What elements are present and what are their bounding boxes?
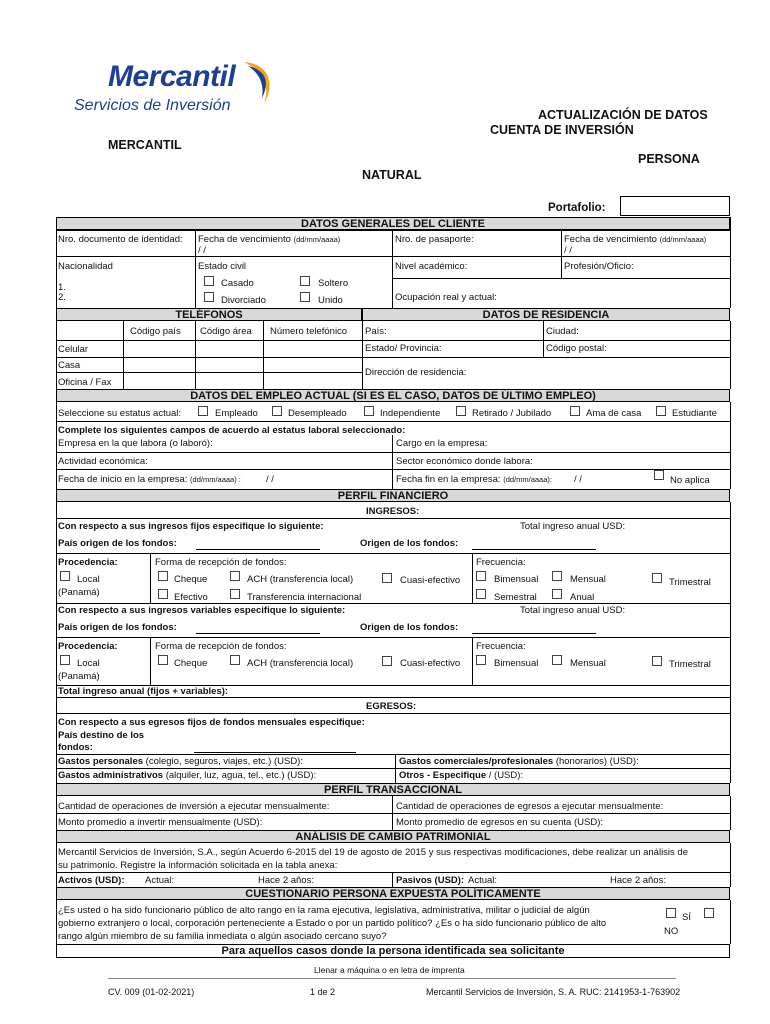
gastos-personales-text: (colegio, seguros, viajes, etc.) (USD): bbox=[143, 756, 303, 767]
section-datos-generales: DATOS GENERALES DEL CLIENTE bbox=[56, 217, 730, 230]
pais-destino-label-2: fondos: bbox=[58, 742, 93, 753]
fecha-fin-fmt: (dd/mm/aaaa): bbox=[503, 475, 552, 484]
gastos-comerciales bbox=[399, 756, 639, 767]
form-title-2: CUENTA DE INVERSIÓN bbox=[490, 123, 634, 137]
pais-origen-variables: País origen de los fondos: bbox=[58, 622, 177, 633]
cantidad-egresos: Cantidad de operaciones de egresos a ejecutar mensualmente: bbox=[396, 801, 664, 812]
cheque-variables-checkbox[interactable] bbox=[158, 655, 168, 665]
ocupacion-label: Ocupación real y actual: bbox=[395, 292, 497, 303]
form-title-1: ACTUALIZACIÓN DE DATOS bbox=[538, 108, 708, 122]
ach-fijos-label: ACH (transferencia local) bbox=[247, 574, 354, 585]
nacionalidad-label: Nacionalidad bbox=[58, 261, 113, 272]
semestral-fijos-label: Semestral bbox=[494, 592, 537, 603]
pep-si-checkbox[interactable] bbox=[666, 908, 676, 918]
soltero-label: Soltero bbox=[318, 278, 349, 289]
complete-instruction: Complete los siguientes campos de acuerdo al estatus laboral seleccionado: bbox=[58, 425, 406, 436]
total-ingreso-anual: Total ingreso anual (fijos + variables): bbox=[58, 686, 229, 697]
actividad-label: Actividad económica: bbox=[58, 456, 148, 467]
nacionalidad-2: 2. bbox=[58, 292, 66, 303]
retirado-checkbox[interactable] bbox=[456, 406, 466, 416]
anual-fijos-label: Anual bbox=[570, 592, 595, 603]
pep-question-3: rango algún miembro de su familia inmediata o algún asociado cercano suyo? bbox=[58, 931, 387, 942]
fecha-inicio-text: Fecha de inicio en la empresa: bbox=[58, 474, 188, 485]
cuasi-variables-label: Cuasi-efectivo bbox=[400, 658, 461, 669]
local-fijos-checkbox[interactable] bbox=[60, 571, 70, 581]
ingresos-fijos-heading: Con respecto a sus ingresos fijos especifique lo siguiente: bbox=[58, 521, 324, 532]
estatus-label: Seleccione su estatus actual: bbox=[58, 408, 182, 419]
pep-question-1: ¿Es usted o ha sido funcionario público de alto rango en la rama ejecutiva, legislativa, administrativa, militar o judicial de algún bbox=[58, 905, 590, 916]
header-mercantil: MERCANTIL bbox=[108, 138, 182, 152]
codigo-pais-header: Código país bbox=[130, 326, 181, 337]
pasivos-actual: Actual: bbox=[468, 875, 498, 886]
total-usd-variables: Total ingreso anual USD: bbox=[520, 605, 626, 616]
trimestral-variables-label: Trimestral bbox=[669, 659, 711, 670]
otros-especifique bbox=[399, 770, 523, 781]
cuasi-variables-checkbox[interactable] bbox=[382, 656, 392, 666]
nivel-academico-label: Nivel académico: bbox=[395, 261, 468, 272]
cheque-fijos-label: Cheque bbox=[174, 574, 208, 585]
ingresos-variables-heading: Con respecto a sus ingresos variables especifique lo siguiente: bbox=[58, 605, 346, 616]
profesion-label: Profesión/Oficio: bbox=[564, 261, 634, 272]
no-aplica-checkbox[interactable] bbox=[654, 470, 664, 480]
section-pep: CUESTIONARIO PERSONA EXPUESTA POLÍTICAMENTE bbox=[56, 887, 730, 900]
estudiante-checkbox[interactable] bbox=[656, 406, 666, 416]
empresa-label: Empresa en la que labora (o laboró): bbox=[58, 438, 213, 449]
panama-variables-label: (Panamá) bbox=[58, 671, 100, 682]
egresos-fijos-heading: Con respecto a sus egresos fijos de fondos mensuales especifique: bbox=[58, 717, 365, 728]
footer-cv: CV. 009 (01-02-2021) bbox=[108, 987, 195, 997]
fecha-fin-label bbox=[396, 474, 552, 485]
anual-fijos-checkbox[interactable] bbox=[552, 589, 562, 599]
fecha-venc-slashes: / / bbox=[198, 245, 206, 256]
bimensual-variables-label: Bimensual bbox=[494, 658, 539, 669]
fecha-fin-text: Fecha fin en la empresa: bbox=[396, 474, 501, 485]
cuasi-fijos-label: Cuasi-efectivo bbox=[400, 575, 461, 586]
cantidad-inversion: Cantidad de operaciones de inversión a ejecutar mensualmente: bbox=[58, 801, 330, 812]
pais-label: País: bbox=[365, 326, 387, 337]
independiente-checkbox[interactable] bbox=[364, 406, 374, 416]
efectivo-fijos-checkbox[interactable] bbox=[158, 589, 168, 599]
unido-label: Unido bbox=[318, 295, 343, 306]
mensual-variables-checkbox[interactable] bbox=[552, 655, 562, 665]
ama-de-casa-checkbox[interactable] bbox=[570, 406, 580, 416]
fecha-inicio-slashes: / / bbox=[266, 474, 274, 485]
header-persona: PERSONA bbox=[638, 152, 700, 166]
logo-wordmark: Mercantil bbox=[108, 60, 236, 93]
semestral-fijos-checkbox[interactable] bbox=[476, 589, 486, 599]
section-analisis-patrimonial: ANÁLISIS DE CAMBIO PATRIMONIAL bbox=[56, 830, 730, 843]
casado-checkbox[interactable] bbox=[204, 276, 214, 286]
pasaporte-label: Nro. de pasaporte: bbox=[395, 234, 474, 245]
pep-si-label: SÍ bbox=[682, 912, 691, 923]
otros-text: / (USD): bbox=[486, 770, 524, 781]
fecha-inicio-label bbox=[58, 474, 241, 485]
celular-label: Celular bbox=[58, 344, 89, 355]
ciudad-label: Ciudad: bbox=[546, 326, 579, 337]
procedencia-fijos: Procedencia: bbox=[58, 557, 118, 568]
cargo-label: Cargo en la empresa: bbox=[396, 438, 488, 449]
patrimonial-text-2: su patrimonio. Registre la información solicitada en la tabla anexa: bbox=[58, 860, 338, 871]
section-telefonos: TELÉFONOS bbox=[56, 308, 362, 321]
footer-ruc: Mercantil Servicios de Inversión, S. A. RUC: 2141953-1-763902 bbox=[426, 987, 681, 997]
activos-label: Activos (USD): bbox=[58, 875, 125, 886]
local-fijos-label: Local bbox=[77, 574, 100, 585]
independiente-label: Independiente bbox=[380, 408, 441, 419]
pais-destino-label-1: País destino de los bbox=[58, 730, 145, 741]
transf-fijos-label: Transferencia internacional bbox=[247, 592, 362, 603]
pasivos-hace: Hace 2 años: bbox=[610, 875, 666, 886]
header-natural: NATURAL bbox=[362, 168, 422, 182]
fecha-venc-text: Fecha de vencimiento bbox=[198, 234, 291, 245]
pasivos-label: Pasivos (USD): bbox=[396, 875, 465, 886]
local-variables-label: Local bbox=[77, 658, 100, 669]
divorciado-label: Divorciado bbox=[221, 295, 266, 306]
pep-no-checkbox[interactable] bbox=[704, 908, 714, 918]
retirado-label: Retirado / Jubilado bbox=[472, 408, 552, 419]
footer-page: 1 de 2 bbox=[310, 987, 336, 997]
monto-egresos: Monto promedio de egresos en su cuenta (USD): bbox=[396, 817, 603, 828]
activos-actual: Actual: bbox=[145, 875, 175, 886]
logo-swoosh-icon bbox=[238, 60, 278, 106]
pep-footer-note: Para aquellos casos donde la persona identificada sea solicitante bbox=[56, 944, 730, 958]
gastos-admin-text: (alquiler, luz, agua, tel., etc.) (USD): bbox=[163, 770, 317, 781]
desempleado-checkbox[interactable] bbox=[272, 406, 282, 416]
sector-label: Sector económico donde labora: bbox=[396, 456, 533, 467]
doc-identidad-label: Nro. documento de identidad: bbox=[58, 234, 183, 245]
cuasi-fijos-checkbox[interactable] bbox=[382, 573, 392, 583]
portafolio-input[interactable] bbox=[620, 196, 730, 216]
section-residencia: DATOS DE RESIDENCIA bbox=[362, 308, 730, 321]
casa-label: Casa bbox=[58, 360, 81, 371]
fecha-venc-fmt: (dd/mm/aaaa) bbox=[293, 235, 341, 244]
bimensual-fijos-label: Bimensual bbox=[494, 574, 539, 585]
desempleado-label: Desempleado bbox=[288, 408, 347, 419]
otros-bold: Otros - Especifique bbox=[399, 770, 487, 781]
portafolio-label: Portafolio: bbox=[548, 202, 606, 214]
logo-subtitle: Servicios de Inversión bbox=[74, 97, 231, 114]
fecha-inicio-fmt: (dd/mm/aaaa) : bbox=[190, 475, 241, 484]
empleado-label: Empleado bbox=[215, 408, 258, 419]
frecuencia-fijos: Frecuencia: bbox=[476, 557, 526, 568]
pep-no-label: NO bbox=[664, 926, 679, 937]
pasaporte-venc-text: Fecha de vencimiento bbox=[564, 234, 657, 245]
gastos-comerciales-bold: Gastos comerciales/profesionales bbox=[399, 756, 554, 767]
activos-hace: Hace 2 años: bbox=[258, 875, 314, 886]
gastos-admin-bold: Gastos administrativos bbox=[58, 770, 164, 781]
monto-invertir: Monto promedio a invertir mensualmente (USD): bbox=[58, 817, 263, 828]
pasaporte-venc-label bbox=[564, 234, 706, 245]
mensual-fijos-checkbox[interactable] bbox=[552, 571, 562, 581]
section-perfil-financiero: PERFIL FINANCIERO bbox=[56, 489, 730, 502]
estado-civil-label: Estado civil bbox=[198, 261, 247, 272]
ach-variables-label: ACH (transferencia local) bbox=[247, 658, 354, 669]
cheque-variables-label: Cheque bbox=[174, 658, 208, 669]
efectivo-fijos-label: Efectivo bbox=[174, 592, 208, 603]
empleado-checkbox[interactable] bbox=[198, 406, 208, 416]
egresos-heading: EGRESOS: bbox=[366, 701, 417, 712]
codigo-postal-label: Código postal: bbox=[546, 343, 607, 354]
trimestral-fijos-label: Trimestral bbox=[669, 577, 711, 588]
ach-fijos-checkbox[interactable] bbox=[230, 571, 240, 581]
oficina-label: Oficina / Fax bbox=[58, 377, 112, 388]
origen-fijos: Origen de los fondos: bbox=[360, 538, 459, 549]
pasaporte-venc-fmt: (dd/mm/aaaa) bbox=[659, 235, 707, 244]
panama-fijos-label: (Panamá) bbox=[58, 587, 100, 598]
estudiante-label: Estudiante bbox=[672, 408, 717, 419]
section-perfil-transaccional: PERFIL TRANSACCIONAL bbox=[56, 783, 730, 796]
gastos-personales bbox=[58, 756, 303, 767]
unido-checkbox[interactable] bbox=[300, 292, 310, 302]
ach-variables-checkbox[interactable] bbox=[230, 655, 240, 665]
numero-telefonico-header: Número telefónico bbox=[270, 326, 348, 337]
nacionalidad-1: 1. bbox=[58, 282, 66, 293]
casado-label: Casado bbox=[221, 278, 254, 289]
mensual-fijos-label: Mensual bbox=[570, 574, 606, 585]
total-usd-fijos: Total ingreso anual USD: bbox=[520, 521, 626, 532]
transf-fijos-checkbox[interactable] bbox=[230, 589, 240, 599]
ingresos-heading: INGRESOS: bbox=[366, 506, 420, 517]
pais-origen-fijos: País origen de los fondos: bbox=[58, 538, 177, 549]
llenar-note: Llenar a máquina o en letra de imprenta bbox=[314, 965, 465, 975]
cheque-fijos-checkbox[interactable] bbox=[158, 571, 168, 581]
trimestral-variables-checkbox[interactable] bbox=[652, 656, 662, 666]
trimestral-fijos-checkbox[interactable] bbox=[652, 573, 662, 583]
patrimonial-text-1: Mercantil Servicios de Inversión, S.A., según Acuerdo 6-2015 del 19 de agosto de 2015 y sus respectivas modificaciones, debe realizar un análisis de bbox=[58, 847, 689, 858]
bimensual-fijos-checkbox[interactable] bbox=[476, 571, 486, 581]
fecha-fin-slashes: / / bbox=[574, 474, 582, 485]
gastos-comerciales-text: (honorarios) (USD): bbox=[553, 756, 639, 767]
procedencia-variables: Procedencia: bbox=[58, 641, 118, 652]
no-aplica-label: No aplica bbox=[670, 475, 710, 486]
origen-variables: Origen de los fondos: bbox=[360, 622, 459, 633]
pasaporte-venc-slashes: / / bbox=[564, 245, 572, 256]
mensual-variables-label: Mensual bbox=[570, 658, 606, 669]
divorciado-checkbox[interactable] bbox=[204, 292, 214, 302]
pep-question-2: gobierno extranjero o local, corporación perteneciente a Estado o por un partido político? ¿Es o ha sido funcionario público de alto bbox=[58, 918, 607, 929]
fecha-venc-label bbox=[198, 234, 340, 245]
codigo-area-header: Código área bbox=[200, 326, 252, 337]
local-variables-checkbox[interactable] bbox=[60, 655, 70, 665]
ama-de-casa-label: Ama de casa bbox=[586, 408, 642, 419]
gastos-personales-bold: Gastos personales bbox=[58, 756, 144, 767]
direccion-label: Dirección de residencia: bbox=[365, 367, 467, 378]
frecuencia-variables: Frecuencia: bbox=[476, 641, 526, 652]
estado-provincia-label: Estado/ Provincia: bbox=[365, 343, 442, 354]
section-empleo: DATOS DEL EMPLEO ACTUAL (SI ES EL CASO, DATOS DE ÚLTIMO EMPLEO) bbox=[56, 389, 730, 402]
bimensual-variables-checkbox[interactable] bbox=[476, 655, 486, 665]
forma-variables: Forma de recepción de fondos: bbox=[155, 641, 287, 652]
forma-fijos: Forma de recepción de fondos: bbox=[155, 557, 287, 568]
soltero-checkbox[interactable] bbox=[300, 276, 310, 286]
gastos-administrativos bbox=[58, 770, 316, 781]
